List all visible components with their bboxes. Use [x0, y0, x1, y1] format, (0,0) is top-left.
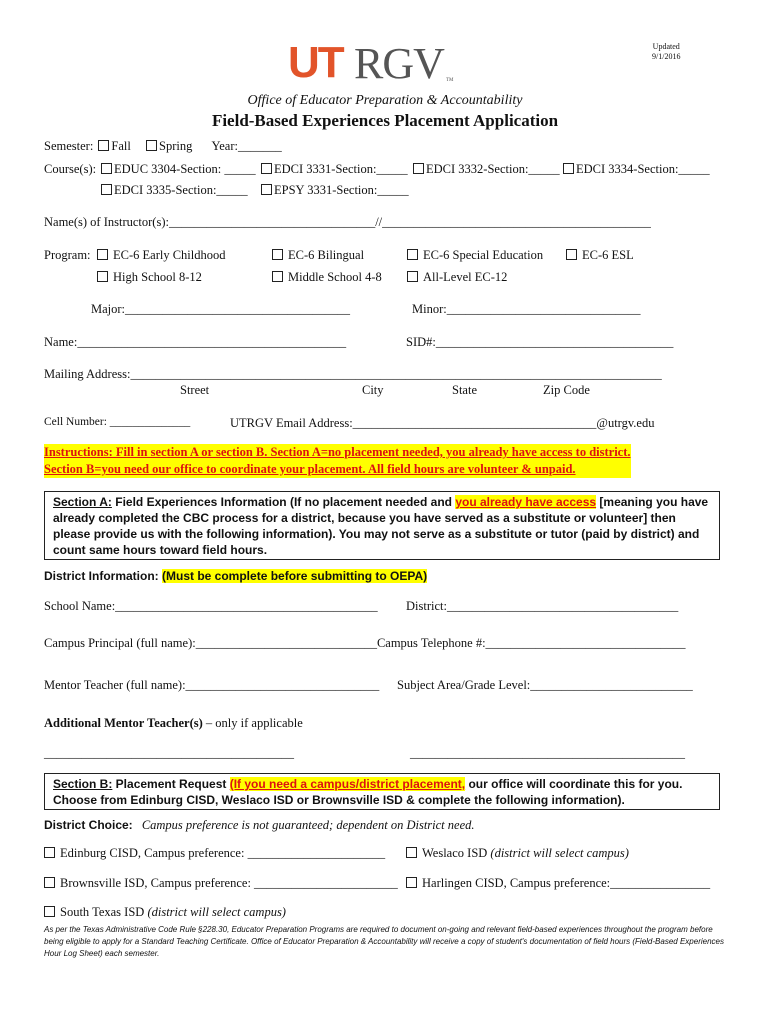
program-high-school[interactable] — [97, 270, 202, 285]
ec6-early-label: EC-6 Early Childhood — [113, 248, 226, 262]
ec6-esl-label: EC-6 ESL — [582, 248, 634, 262]
additional-mentor-label — [44, 716, 303, 731]
major-field[interactable]: Major:____________________________________ — [91, 302, 351, 316]
edinburg-label: Edinburg CISD, Campus preference: ______________________ — [60, 846, 386, 860]
subject-area-field[interactable]: Subject Area/Grade Level:__________________________ — [397, 678, 693, 692]
sid-field[interactable]: SID#:______________________________________ — [406, 335, 674, 349]
mentor-teacher-field[interactable]: Mentor Teacher (full name):_______________________________ — [44, 678, 380, 692]
ec6-early-checkbox[interactable] — [97, 249, 108, 260]
weslaco-note: (district will select campus) — [490, 846, 629, 860]
semester-label: Semester: — [44, 139, 94, 153]
choice-weslaco[interactable] — [406, 846, 629, 861]
course-edci3331[interactable] — [261, 162, 408, 177]
south-texas-checkbox[interactable] — [44, 906, 55, 917]
section-b-box — [44, 773, 720, 810]
year-field[interactable]: Year:_______ — [211, 139, 282, 153]
updated-value: 9/1/2016 — [652, 52, 681, 61]
additional-mentor-note: – only if applicable — [202, 716, 303, 730]
school-name-field[interactable]: School Name:__________________________________________ — [44, 599, 378, 613]
section-a-highlight: you already have access — [455, 495, 597, 509]
middle-school-label: Middle School 4-8 — [288, 270, 382, 284]
choice-edinburg[interactable] — [44, 846, 385, 861]
course-educ3304[interactable] — [101, 162, 256, 177]
program-ec6-bilingual[interactable] — [272, 248, 364, 263]
program-middle-school[interactable] — [272, 270, 382, 285]
utrgv-logo — [288, 38, 468, 88]
program-all-level[interactable] — [407, 270, 507, 285]
fall-label: Fall — [111, 139, 131, 153]
district-choice-row — [44, 818, 475, 833]
choice-harlingen[interactable] — [406, 876, 710, 891]
principal-field[interactable]: Campus Principal (full name):_____________________________Campus Telephone #:________________________________ — [44, 636, 686, 650]
program-ec6-sped[interactable] — [407, 248, 543, 263]
ec6-bilingual-checkbox[interactable] — [272, 249, 283, 260]
additional-mentor-field-1[interactable]: ________________________________________ — [44, 746, 294, 760]
instructor-field[interactable]: Name(s) of Instructor(s):_________________________________//___________________________________________ — [44, 215, 651, 229]
instructions — [44, 444, 631, 478]
edinburg-checkbox[interactable] — [44, 847, 55, 858]
section-a-heading: Section A: — [53, 495, 112, 509]
course-edci3334[interactable] — [563, 162, 710, 177]
street-label: Street — [180, 383, 210, 397]
page-title: Field-Based Experiences Placement Application — [211, 111, 559, 130]
footer-note: As per the Texas Administrative Code Rule §228.30, Educator Preparation Programs are required to document on-going and relevant field-based experiences throughout the program before being eligible to apply for a Standard Teaching Certificate. Office of Educator Preparation & Accountability will receive a copy of student's documentation of field hours (Field-Based Experiences Hour Log Sheet) each semester. — [44, 925, 724, 958]
brownsville-label: Brownsville ISD, Campus preference: _______________________ — [60, 876, 398, 890]
choice-south-texas[interactable] — [44, 905, 286, 920]
program-label: Program: — [44, 248, 91, 262]
additional-mentor-field-2[interactable]: ____________________________________________ — [410, 746, 685, 760]
section-b-text-1: Placement Request — [112, 777, 230, 791]
section-a-text-2: [meaning you have already completed the CBC process for a district, because you have served as a substitute or volunteer] then please provide us with the following information). You may not serve as a substitute or tutor (paid by district) and count same hours toward field hours. — [53, 495, 709, 557]
edci3331-label: EDCI 3331-Section:_____ — [274, 162, 408, 176]
fall-checkbox[interactable] — [98, 140, 109, 151]
semester-row — [44, 139, 282, 154]
instructions-line-2: Section B=you need our office to coordinate your placement. All field hours are volunteer & unpaid. — [44, 462, 576, 476]
section-a-box — [44, 491, 720, 560]
instructions-line-1: Instructions: Fill in section A or section B. Section A=no placement needed, you already have access to district. — [44, 445, 631, 459]
ec6-esl-checkbox[interactable] — [566, 249, 577, 260]
spring-checkbox[interactable] — [146, 140, 157, 151]
courses-label: Course(s): — [44, 162, 97, 176]
logo-trademark: TM — [446, 78, 454, 83]
south-texas-note: (district will select campus) — [147, 905, 286, 919]
all-level-checkbox[interactable] — [407, 271, 418, 282]
district-choice-label: District Choice: — [44, 818, 133, 832]
state-label: State — [452, 383, 477, 397]
district-field[interactable]: District:_____________________________________ — [406, 599, 679, 613]
weslaco-checkbox[interactable] — [406, 847, 417, 858]
logo-rgv: RGV — [354, 39, 444, 88]
ec6-sped-checkbox[interactable] — [407, 249, 418, 260]
middle-school-checkbox[interactable] — [272, 271, 283, 282]
additional-mentor-title: Additional Mentor Teacher(s) — [44, 716, 203, 730]
edci3334-label: EDCI 3334-Section:_____ — [576, 162, 710, 176]
high-school-label: High School 8-12 — [113, 270, 202, 284]
section-a-text-1: Field Experiences Information (If no placement needed and — [111, 495, 456, 509]
updated-date — [652, 42, 680, 62]
edci3334-checkbox[interactable] — [563, 163, 574, 174]
ec6-bilingual-label: EC-6 Bilingual — [288, 248, 365, 262]
office-name: Office of Educator Preparation & Accountability — [247, 93, 523, 108]
edci3335-checkbox[interactable] — [101, 184, 112, 195]
district-info-label: District Information: — [44, 569, 163, 583]
south-texas-label: South Texas ISD — [60, 905, 148, 919]
epsy3331-checkbox[interactable] — [261, 184, 272, 195]
ec6-sped-label: EC-6 Special Education — [423, 248, 544, 262]
section-b-heading: Section B: — [53, 777, 113, 791]
mailing-address-field[interactable]: Mailing Address:_____________________________________________________________________________________ — [44, 367, 662, 381]
choice-brownsville[interactable] — [44, 876, 398, 891]
course-edci3335[interactable] — [101, 183, 248, 198]
epsy3331-label: EPSY 3331-Section:_____ — [274, 183, 409, 197]
harlingen-checkbox[interactable] — [406, 877, 417, 888]
section-b-highlight: (If you need a campus/district placement, — [229, 777, 466, 791]
course-edci3332[interactable] — [413, 162, 560, 177]
weslaco-label: Weslaco ISD — [422, 846, 491, 860]
name-field[interactable]: Name:___________________________________________ — [44, 335, 347, 349]
course-epsy3331[interactable] — [261, 183, 409, 198]
program-ec6-esl[interactable] — [566, 248, 634, 263]
educ3304-checkbox[interactable] — [101, 163, 112, 174]
program-ec6-early[interactable] — [97, 248, 226, 263]
district-info-heading — [44, 569, 427, 583]
high-school-checkbox[interactable] — [97, 271, 108, 282]
educ3304-label: EDUC 3304-Section: _____ — [114, 162, 256, 176]
edci3332-label: EDCI 3332-Section:_____ — [426, 162, 560, 176]
district-info-note: (Must be complete before submitting to OEPA) — [162, 569, 428, 583]
edci3331-checkbox[interactable] — [261, 163, 272, 174]
city-label: City — [362, 383, 384, 397]
cell-number-field[interactable]: Cell Number: ______________ — [44, 416, 191, 428]
spring-label: Spring — [159, 139, 193, 153]
logo-ut: UT — [288, 38, 343, 87]
section-b-text-2: our office will coordinate this for you. Choose from Edinburg CISD, Weslaco ISD or Brownsville ISD & complete the following information). — [53, 777, 683, 807]
zip-label: Zip Code — [543, 383, 590, 397]
edci3335-label: EDCI 3335-Section:_____ — [114, 183, 248, 197]
minor-field[interactable]: Minor:_______________________________ — [412, 302, 641, 316]
district-choice-note: Campus preference is not guaranteed; dependent on District need. — [141, 818, 475, 832]
all-level-label: All-Level EC-12 — [423, 270, 508, 284]
updated-label: Updated — [652, 42, 680, 51]
edci3332-checkbox[interactable] — [413, 163, 424, 174]
harlingen-label: Harlingen CISD, Campus preference:________________ — [422, 876, 711, 890]
brownsville-checkbox[interactable] — [44, 877, 55, 888]
email-field[interactable]: UTRGV Email Address:_______________________________________@utrgv.edu — [230, 416, 655, 430]
